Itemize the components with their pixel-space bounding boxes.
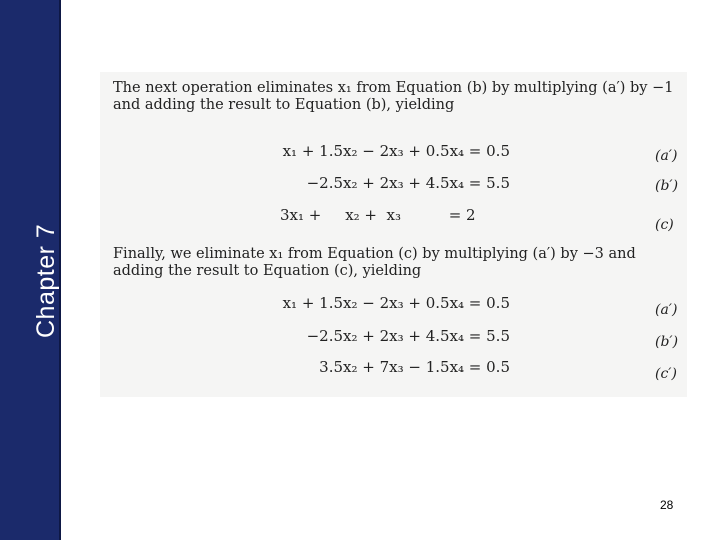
equation-tag-b-prime-2: (b′) — [655, 334, 679, 350]
equation-a-prime-2: x₁ + 1.5x₂ − 2x₃ + 0.5x₄ = 0.5 — [282, 294, 510, 312]
equation-tag-c-prime: (c′) — [655, 366, 677, 382]
equation-tag-b-prime: (b′) — [655, 178, 679, 194]
equation-b-prime-2: −2.5x₂ + 2x₃ + 4.5x₄ = 5.5 — [306, 327, 510, 345]
scanned-textbook-excerpt — [100, 72, 687, 397]
equation-b-prime: −2.5x₂ + 2x₃ + 4.5x₄ = 5.5 — [306, 174, 510, 192]
sidebar — [0, 0, 60, 540]
equation-c-prime: 3.5x₂ + 7x₃ − 1.5x₄ = 0.5 — [319, 358, 510, 376]
equation-tag-a-prime: (a′) — [655, 148, 678, 164]
paragraph-finally: Finally, we eliminate x₁ from Equation (c) by multiplying (a′) by −3 and adding the result to Equation (c), yielding — [113, 246, 636, 279]
chapter-label: Chapter 7 — [32, 223, 60, 338]
equation-tag-c: (c) — [655, 217, 674, 233]
page-number: 28 — [660, 498, 674, 512]
paragraph-intro: The next operation eliminates x₁ from Equation (b) by multiplying (a′) by −1 and adding the result to Equation (b), yielding — [113, 80, 674, 113]
equation-a-prime: x₁ + 1.5x₂ − 2x₃ + 0.5x₄ = 0.5 — [282, 142, 510, 160]
equation-c: 3x₁ + x₂ + x₃ = 2 — [280, 206, 476, 224]
equation-tag-a-prime-2: (a′) — [655, 302, 678, 318]
